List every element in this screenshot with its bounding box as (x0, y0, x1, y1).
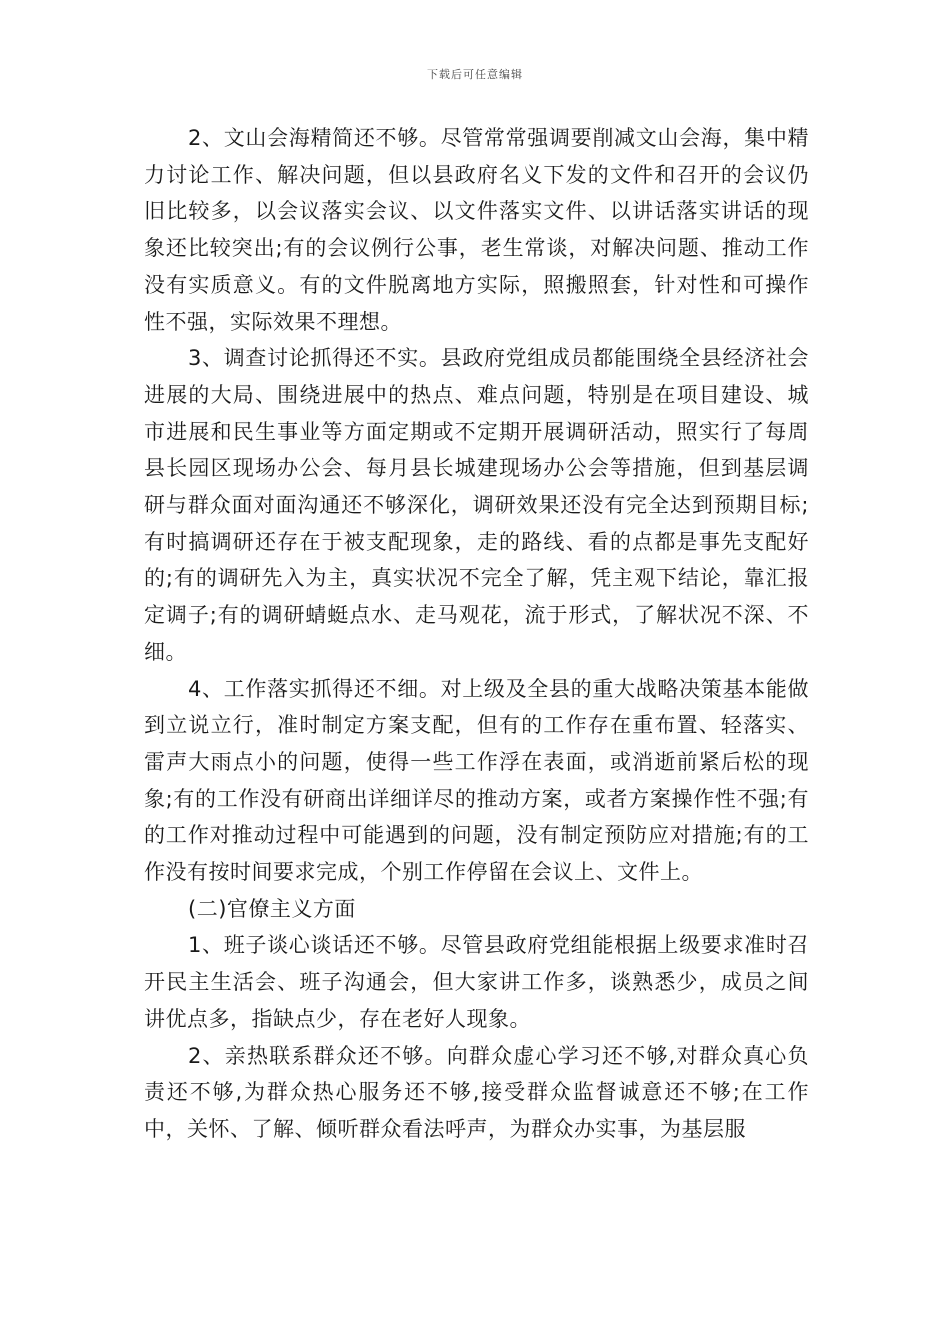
paragraph-item-4: 4、工作落实抓得还不细。对上级及全县的重大战略决策基本能做到立说立行，准时制定方案支配，但有的工作存在重布置、轻落实、雷声大雨点小的问题，使得一些工作浮在表面，或消逝前紧后松的现象;有的工作没有研商出详细详尽的推动方案，或者方案操作性不强;有的工作对推动过程中可能遇到的问题，没有制定预防应对措施;有的工作没有按时间要求完成，个别工作停留在会议上、文件上。 (144, 676, 809, 885)
document-body (144, 120, 809, 1148)
paragraph-item-3: 3、调查讨论抓得还不实。县政府党组成员都能围绕全县经济社会进展的大局、围绕进展中的热点、难点问题，特别是在项目建设、城市进展和民生事业等方面定期或不定期开展调研活动，照实行了每周县长园区现场办公会、每月县长城建现场办公会等措施，但到基层调研与群众面对面沟通还不够深化，调研效果还没有完全达到预期目标;有时搞调研还存在于被支配现象，走的路线、看的点都是事先支配好的;有的调研先入为主，真实状况不完全了解，凭主观下结论，靠汇报定调子;有的调研蜻蜓点水、走马观花，流于形式，了解状况不深、不细。 (144, 346, 809, 664)
paragraph-subitem-2: 2、亲热联系群众还不够。向群众虚心学习还不够,对群众真心负责还不够,为群众热心服务还不够,接受群众监督诚意还不够;在工作中，关怀、了解、倾听群众看法呼声，为群众办实事，为基层服 (144, 1043, 809, 1141)
paragraph-subitem-1: 1、班子谈心谈话还不够。尽管县政府党组能根据上级要求准时召开民主生活会、班子沟通会，但大家讲工作多，谈熟悉少，成员之间讲优点多，指缺点少，存在老好人现象。 (144, 933, 809, 1031)
section-heading: (二)官僚主义方面 (188, 896, 356, 921)
page-header: 下载后可任意编辑 (427, 68, 523, 81)
paragraph-item-2: 2、文山会海精简还不够。尽管常常强调要削减文山会海，集中精力讨论工作、解决问题，但以县政府名义下发的文件和召开的会议仍旧比较多，以会议落实会议、以文件落实文件、以讲话落实讲话的现象还比较突出;有的会议例行公事，老生常谈，对解决问题、推动工作没有实质意义。有的文件脱离地方实际，照搬照套，针对性和可操作性不强，实际效果不理想。 (144, 126, 809, 334)
